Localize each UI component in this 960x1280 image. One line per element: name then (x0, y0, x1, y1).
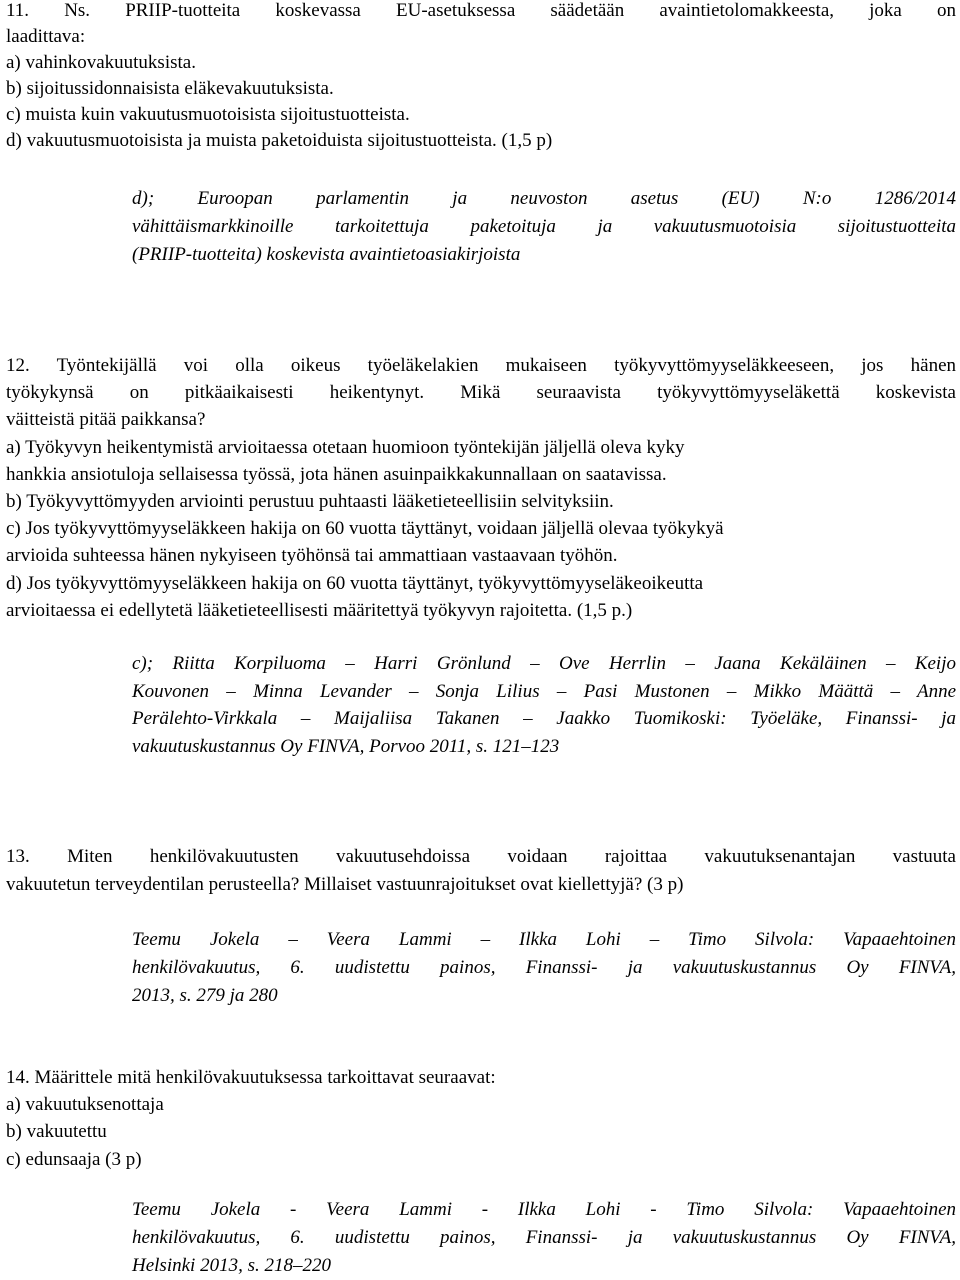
answer-option-d: d) Jos työkyvyttömyyseläkkeen hakija on 60 vuotta täyttänyt, työkyvyttömyyseläkeoikeutta (6, 572, 704, 594)
reference-line: henkilövakuutus, 6. uudistettu painos, Finanssi- ja vakuutuskustannus Oy FINVA, (132, 1227, 956, 1248)
answer-option-d: d) vakuutusmuotoisista ja muista paketoiduista sijoitustuotteista. (1,5 p) (6, 130, 553, 151)
reference-line: Helsinki 2013, s. 218–220 (132, 1255, 331, 1276)
question-12 (6, 352, 956, 624)
question-text-line: 11. Ns. PRIIP-tuotteita koskevassa EU-asetuksessa säädetään avaintietolomakkeesta, joka on (6, 0, 956, 21)
answer-reference-14 (132, 1196, 956, 1280)
reference-line: (PRIIP-tuotteita) koskevista avaintietoasiakirjoista (132, 244, 521, 265)
question-13 (6, 843, 956, 898)
answer-option-a: a) Työkyvyn heikentymistä arvioitaessa otetaan huomioon työntekijän jäljellä oleva kyky (6, 436, 685, 458)
answer-option-b: b) Työkyvyttömyyden arviointi perustuu puhtaasti lääketieteellisiin selvityksiin. (6, 491, 614, 513)
list-item-a: a) vakuutuksenottaja (6, 1094, 164, 1116)
answer-reference-12 (132, 650, 956, 760)
reference-line: c); Riitta Korpiluoma – Harri Grönlund – Ove Herrlin – Jaana Kekäläinen – Keijo (132, 653, 956, 674)
reference-line: Teemu Jokela - Veera Lammi - Ilkka Lohi - Timo Silvola: Vapaaehtoinen (132, 1199, 956, 1220)
list-item-c: c) edunsaaja (3 p) (6, 1148, 142, 1170)
answer-option-c: c) muista kuin vakuutusmuotoisista sijoitustuotteista. (6, 104, 410, 125)
answer-option-c-cont: arvioida suhteessa hänen nykyiseen työhönsä tai ammattiaan vastaavaan työhön. (6, 545, 618, 567)
question-11 (6, 0, 956, 154)
question-text-line: väitteistä pitää paikkansa? (6, 409, 206, 431)
question-14 (6, 1064, 956, 1173)
question-text-line: työkykynsä on pitkäaikaisesti heikentynyt. Mikä seuraavista työkyvyttömyyseläkettä koskevista (6, 382, 956, 404)
answer-option-d-cont: arvioitaessa ei edellytetä lääketieteellisesti määritettyä työkyvyn rajoitetta. (1,5 p.) (6, 599, 633, 621)
reference-line: vakuutuskustannus Oy FINVA, Porvoo 2011, s. 121–123 (132, 735, 560, 757)
question-text-line: vakuutetun terveydentilan perusteella? Millaiset vastuunrajoitukset ovat kiellettyjä? (3 p) (6, 873, 684, 895)
reference-line: Perälehto-Virkkala – Maijaliisa Takanen – Jaakko Tuomikoski: Työeläke, Finanssi- ja (132, 708, 956, 729)
reference-line: vähittäismarkkinoille tarkoitettuja paketoituja ja vakuutusmuotoisia sijoitustuotteita (132, 216, 956, 237)
reference-line: Kouvonen – Minna Levander – Sonja Lilius – Pasi Mustonen – Mikko Määttä – Anne (132, 680, 956, 702)
list-item-b: b) vakuutettu (6, 1121, 107, 1143)
reference-line: d); Euroopan parlamentin ja neuvoston asetus (EU) N:o 1286/2014 (132, 188, 956, 209)
answer-option-a-cont: hankkia ansiotuloja sellaisessa työssä, jota hänen asuinpaikkakunnallaan on saatavissa. (6, 463, 667, 485)
answer-option-b: b) sijoitussidonnaisista eläkevakuutuksista. (6, 78, 334, 99)
reference-line: Teemu Jokela – Veera Lammi – Ilkka Lohi – Timo Silvola: Vapaaehtoinen (132, 929, 956, 950)
answer-option-a: a) vahinkovakuutuksista. (6, 52, 196, 73)
reference-line: henkilövakuutus, 6. uudistettu painos, Finanssi- ja vakuutuskustannus Oy FINVA, (132, 957, 956, 978)
answer-option-c: c) Jos työkyvyttömyyseläkkeen hakija on 60 vuotta täyttänyt, voidaan jäljellä olevaa työkykyä (6, 518, 724, 540)
question-text-line: 12. Työntekijällä voi olla oikeus työeläkelakien mukaiseen työkyvyttömyyseläkkeeseen, jos hänen (6, 355, 956, 376)
question-text-line: 14. Määrittele mitä henkilövakuutuksessa tarkoittavat seuraavat: (6, 1067, 496, 1088)
question-text-line: laadittava: (6, 26, 86, 47)
reference-line: 2013, s. 279 ja 280 (132, 985, 278, 1006)
answer-reference-13 (132, 926, 956, 1010)
question-text-line: 13. Miten henkilövakuutusten vakuutusehdoissa voidaan rajoittaa vakuutuksenantajan vastuuta (6, 846, 956, 867)
answer-reference-11 (132, 185, 956, 269)
